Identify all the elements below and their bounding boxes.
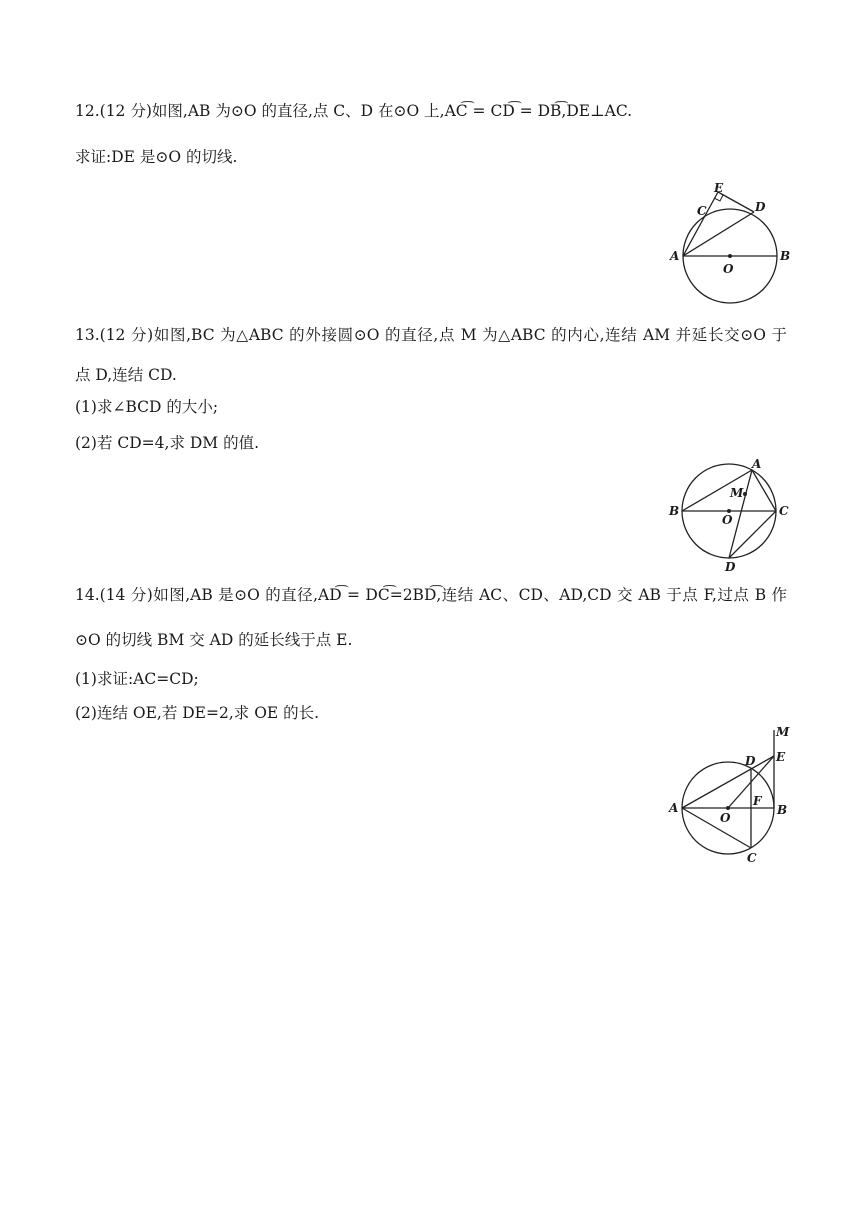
problem-12-statement: 12.(12 分)如图,AB 为⊙O 的直径,点 C、D 在⊙O 上,AC͡ = CD͡ = DB͡,DE⊥AC. (75, 102, 633, 120)
label-O: O (723, 262, 734, 276)
label-B: B (777, 803, 788, 817)
problem-12-figure (666, 180, 796, 305)
label-A: A (752, 457, 762, 471)
problem-14-figure (666, 722, 796, 867)
problem-13-part-2: (2)若 CD=4,求 DM 的值. (75, 434, 260, 452)
label-A: A (669, 801, 679, 815)
label-E: E (776, 750, 786, 764)
problem-12-prove: 求证:DE 是⊙O 的切线. (75, 148, 238, 166)
label-M: M (776, 725, 790, 739)
label-F: F (753, 794, 762, 808)
label-O: O (722, 513, 733, 527)
label-C: C (779, 504, 789, 518)
problem-13-statement: 13.(12 分)如图,BC 为△ABC 的外接圆⊙O 的直径,点 M 为△ABC 的内心,连结 AM 并延长交⊙O 于 (75, 326, 787, 344)
label-O: O (720, 811, 731, 825)
label-E: E (714, 181, 724, 195)
label-M: M (730, 486, 744, 500)
problem-14-statement-cont: ⊙O 的切线 BM 交 AD 的延长线于点 E. (75, 631, 353, 649)
label-A: A (670, 249, 680, 263)
label-B: B (669, 504, 680, 518)
problem-14-part-1: (1)求证:AC=CD; (75, 670, 199, 688)
label-D: D (745, 754, 756, 768)
label-D: D (755, 200, 766, 214)
label-D: D (725, 560, 736, 574)
problem-14-part-2: (2)连结 OE,若 DE=2,求 OE 的长. (75, 704, 320, 722)
problem-13-figure (666, 455, 796, 575)
label-C: C (697, 204, 707, 218)
label-C: C (747, 851, 757, 865)
problem-13-part-1: (1)求∠BCD 的大小; (75, 398, 219, 416)
label-B: B (780, 249, 791, 263)
problem-14-statement: 14.(14 分)如图,AB 是⊙O 的直径,AD͡ = DC͡=2BD͡,连结 AC、CD、AD,CD 交 AB 于点 F,过点 B 作 (75, 586, 787, 604)
problem-13-statement-cont: 点 D,连结 CD. (75, 366, 177, 384)
